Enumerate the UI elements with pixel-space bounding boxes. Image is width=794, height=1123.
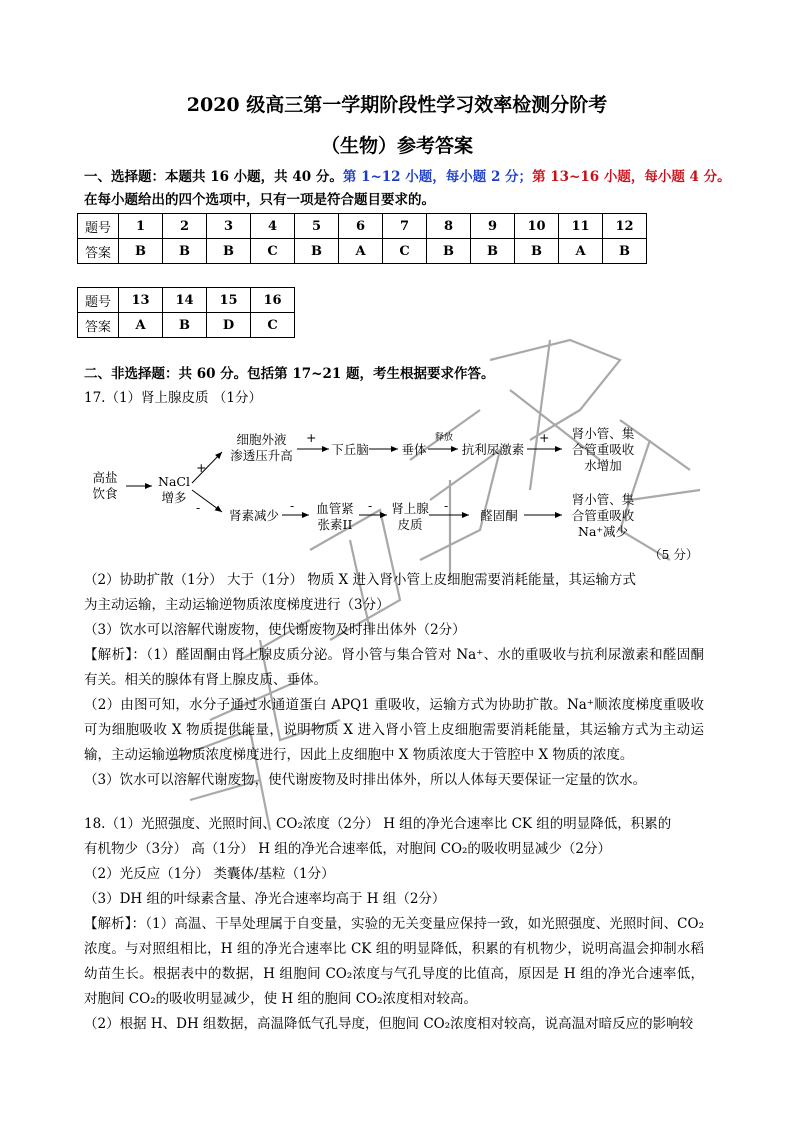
q18-answers: [84, 812, 704, 912]
paragraph-text: 18.（1）光照强度、光照时间、CO₂浓度（2分） H 组的净光合速率比 CK 组的明显降低，积累的: [84, 816, 672, 832]
label-release: 释放: [434, 433, 453, 443]
table-row-label: 题号: [78, 214, 119, 239]
node-water-reabsorb: [564, 426, 642, 474]
node-label: 合管重吸收: [571, 442, 635, 457]
q17-part1: 17.（1）肾上腺皮质 （1分）: [84, 390, 262, 406]
table-row-label: 题号: [78, 288, 119, 313]
node-label: 合管重吸收: [571, 508, 635, 523]
table-cell: 9: [471, 214, 515, 239]
score-label: （5 分）: [649, 547, 699, 562]
table-cell: 12: [603, 214, 647, 239]
node-label: 血管紧: [316, 501, 354, 516]
flow-diagram: [84, 418, 704, 568]
node-adrenal-cortex: [389, 501, 431, 533]
sign-minus: -: [290, 498, 295, 513]
q18-analysis2: （2）根据 H、DH 组数据，高温降低气孔导度，但胞间 CO₂浓度相对较高，说高温对暗反应的影响较: [84, 1016, 694, 1032]
node-label: 肾小管、集: [571, 426, 635, 441]
node-label: 饮食: [92, 486, 118, 501]
paragraph-text: （3）饮水可以溶解代谢废物，使代谢废物及时排出体外（2分）: [84, 622, 466, 638]
table-cell: 6: [339, 214, 383, 239]
sign-minus: -: [196, 500, 201, 515]
paragraph-text: 有机物少（3分） 高（1分） H 组的净光合速率低，对胞间 CO₂的吸收明显减少（2分）: [84, 841, 612, 857]
table-cell: B: [603, 239, 647, 264]
section1-blue-note: 第 1~12 小题，每小题 2 分；: [342, 169, 533, 185]
node-adh: 抗利尿激素: [461, 442, 525, 457]
node-hypothalamus: 下丘脑: [331, 442, 369, 457]
table-cell: 3: [207, 214, 251, 239]
sign-plus: +: [306, 430, 317, 445]
node-label: 增多: [161, 490, 187, 505]
node-angiotensin: [311, 501, 359, 533]
table-cell: B: [163, 239, 207, 264]
table-cell: B: [427, 239, 471, 264]
section2-heading: 二、非选择题：共 60 分。包括第 17~21 题，考生根据要求作答。: [84, 366, 495, 382]
q17-analysis2: （2）由图可知，水分子通过水通道蛋白 APQ1 重吸收，运输方式为协助扩散。Na⁺顺浓度梯度重吸收可为细胞吸收 X 物质提供能量，说明物质 X 进入肾小管上皮细胞需要消耗能量，其运输方式为主动运输，主动运输逆物质浓度梯度进行，因此上皮细胞中 X 物质浓度大于管腔中 X 物质的浓度。: [84, 697, 704, 763]
table-row: [78, 288, 295, 313]
node-aldosterone: 醛固酮: [480, 508, 518, 523]
table-cell: 16: [251, 288, 295, 313]
node-label: Na⁺减少: [578, 524, 628, 539]
section1-line2: 在每小题给出的四个选项中，只有一项是符合题目要求的。: [84, 192, 435, 208]
node-high-salt: [84, 470, 126, 502]
table-cell: B: [515, 239, 559, 264]
table-cell: 13: [119, 288, 163, 313]
node-label: 皮质: [397, 517, 423, 532]
node-label: 肾小管、集: [571, 492, 635, 507]
table-cell: B: [295, 239, 339, 264]
node-label: NaCl: [158, 474, 190, 489]
q17-part2: [84, 568, 704, 643]
table-cell: 4: [251, 214, 295, 239]
table-cell: 5: [295, 214, 339, 239]
sign-plus: +: [539, 430, 550, 445]
node-label: 张素II: [317, 517, 353, 532]
page-subtitle: （生物）参考答案: [320, 135, 473, 157]
table-cell: C: [383, 239, 427, 264]
paragraph-text: （3）DH 组的叶绿素含量、净光合速率均高于 H 组（2分）: [84, 891, 446, 907]
answer-table-1: [77, 213, 647, 264]
table-cell: A: [119, 313, 163, 338]
table-cell: 7: [383, 214, 427, 239]
node-renin: 肾素减少: [228, 508, 279, 523]
node-label: 高盐: [92, 470, 118, 485]
section1-heading: 一、选择题：本题共 16 小题，共 40 分。: [84, 169, 343, 185]
section1-heading-line: [84, 168, 731, 186]
page-title: 2020 级高三第一学期阶段性学习效率检测分阶考: [186, 94, 608, 116]
q17-analysis3: （3）饮水可以溶解代谢废物，使代谢废物及时排出体外，所以人体每天要保证一定量的饮水。: [84, 772, 647, 788]
table-cell: 1: [119, 214, 163, 239]
table-cell: 2: [163, 214, 207, 239]
node-extracellular: [224, 432, 299, 464]
node-label: 肾上腺: [391, 501, 429, 516]
q18-analysis: 【解析】：（1）高温、干旱处理属于自变量，实验的无关变量应保持一致，如光照强度、光照时间、CO₂浓度。与对照组相比，H 组的净光合速率比 CK 组的明显降低，积累的有机物少，说明高温会抑制水稻幼苗生长。根据表中的数据，H 组胞间 CO₂浓度与气孔导度的比值高，原因是 H 组的净光合速率低，对胞间 CO₂的吸收明显减少，使 H 组的胞间 CO₂浓度相对较高。: [84, 916, 704, 1007]
node-label: 细胞外液: [236, 432, 287, 447]
node-pituitary: 垂体: [401, 442, 427, 457]
table-cell: 8: [427, 214, 471, 239]
q17-analysis: 【解析】：（1）醛固酮由肾上腺皮质分泌。肾小管与集合管对 Na⁺、水的重吸收与抗利尿激素和醛固酮有关。相关的腺体有肾上腺皮质、垂体。: [84, 647, 704, 688]
table-cell: C: [251, 313, 295, 338]
table-row-label: 答案: [78, 313, 119, 338]
table-cell: C: [251, 239, 295, 264]
node-label: 水增加: [584, 458, 622, 473]
paragraph-text: （2）光反应（1分） 类囊体/基粒（1分）: [84, 866, 335, 882]
sign-plus: +: [196, 460, 207, 475]
paragraph-text: （2）协助扩散（1分） 大于（1分） 物质 X 进入肾小管上皮细胞需要消耗能量，其运输方式: [84, 572, 637, 588]
node-nacl: [154, 474, 194, 506]
table-cell: D: [207, 313, 251, 338]
table-cell: A: [339, 239, 383, 264]
table-row-label: 答案: [78, 239, 119, 264]
table-row: [78, 239, 647, 264]
section1-red-note: 第 13~16 小题，每小题 4 分。: [532, 169, 731, 185]
answer-table-2: [77, 287, 295, 338]
table-cell: B: [207, 239, 251, 264]
sign-minus: -: [368, 498, 373, 513]
table-cell: B: [471, 239, 515, 264]
table-cell: 10: [515, 214, 559, 239]
paragraph-text: 为主动运输，主动运输逆物质浓度梯度进行（3分）: [84, 597, 390, 613]
table-cell: B: [163, 313, 207, 338]
node-label: 渗透压升高: [230, 448, 293, 463]
table-cell: 11: [559, 214, 603, 239]
table-cell: 14: [163, 288, 207, 313]
node-na-reabsorb: [564, 492, 642, 540]
table-cell: A: [559, 239, 603, 264]
table-cell: B: [119, 239, 163, 264]
sign-minus: -: [444, 498, 449, 513]
table-row: [78, 313, 295, 338]
table-cell: 15: [207, 288, 251, 313]
table-row: [78, 214, 647, 239]
